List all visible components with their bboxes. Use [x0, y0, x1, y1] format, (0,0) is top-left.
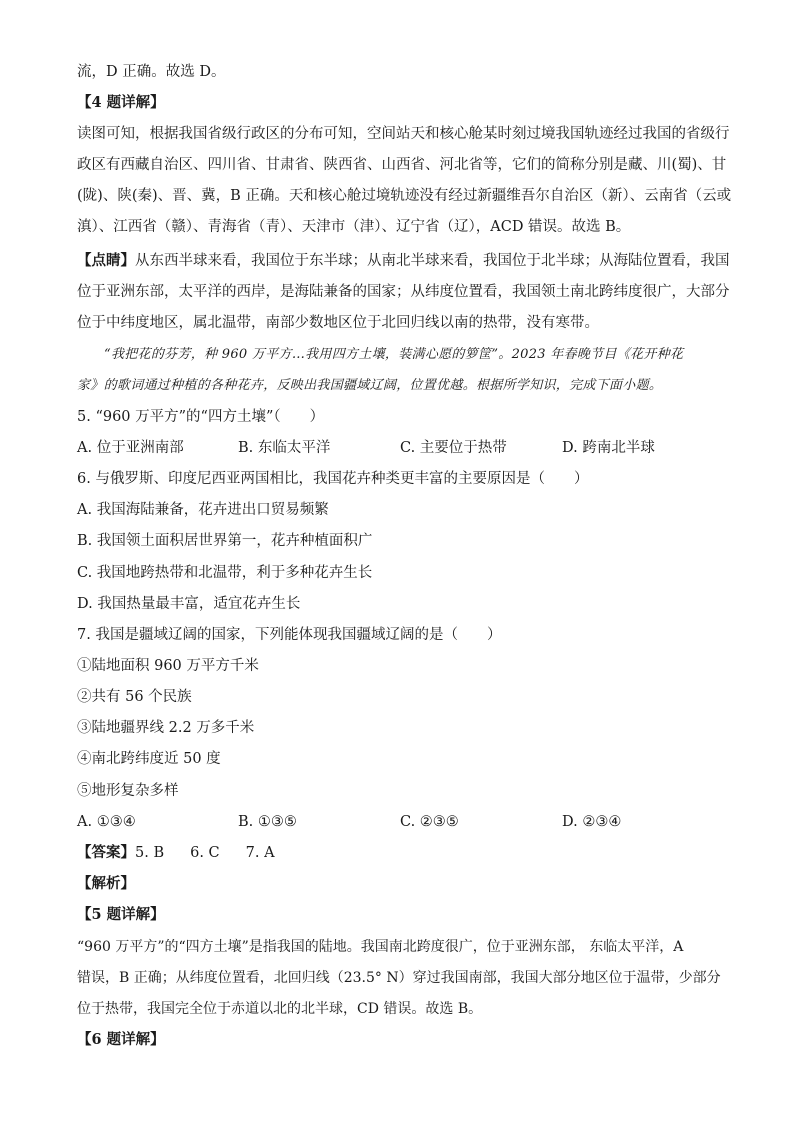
analysis-heading: 【解析】	[77, 875, 135, 892]
q5-option-b: B. 东临太平洋	[238, 440, 331, 456]
text-line: 政区有西藏自治区、四川省、甘肃省、陕西省、山西省、河北省等，它们的简称分别是藏、川(蜀)、甘	[77, 157, 727, 173]
answer-row	[77, 843, 275, 863]
tip-paragraph	[77, 251, 730, 271]
answer-5: 5. B	[135, 845, 165, 861]
passage-line: “我把花的芬芳，种 960 万平方…我用四方土壤，装满心愿的箩筐”。2023 年春晚节目《花开种花	[104, 347, 684, 362]
text-line: 读图可知，根据我国省级行政区的分布可知，空间站天和核心舱某时刻过境我国轨迹经过我国的省级行	[77, 126, 730, 142]
text-line: 流，D 正确。故选 D。	[77, 64, 226, 80]
q5-option-c: C. 主要位于热带	[400, 440, 507, 456]
q7-option-d: D. ②③④	[562, 814, 622, 830]
q7-item-2: ②共有 56 个民族	[77, 689, 192, 705]
answer-heading: 【答案】	[77, 844, 135, 861]
text-line: 位于中纬度地区，属北温带，南部少数地区位于北回归线以南的热带，没有寒带。	[77, 315, 599, 331]
q7-item-3: ③陆地疆界线 2.2 万多千米	[77, 720, 255, 736]
text-line: “960 万平方”的“四方土壤”是指我国的陆地。我国南北跨度很广，位于亚洲东部， 东临太平洋，A	[77, 939, 684, 955]
q7-option-b: B. ①③⑤	[238, 814, 297, 830]
q7-option-c: C. ②③⑤	[400, 814, 459, 830]
section-heading: 【5 题详解】	[77, 906, 165, 923]
text-line: 滇）、江西省（赣）、青海省（青）、天津市（津）、辽宁省（辽），ACD 错误。故选 B。	[77, 219, 631, 235]
text-line: 位于亚洲东部，太平洋的西岸，是海陆兼备的国家；从纬度位置看，我国领土南北跨纬度很广，大部分	[77, 284, 730, 300]
answer-7: 7. A	[245, 845, 275, 861]
section-heading: 【4 题详解】	[77, 94, 165, 111]
text-line: (陇)、陕(秦)、晋、冀，B 正确。天和核心舱过境轨迹没有经过新疆维吾尔自治区（新）、云南省（云或	[77, 188, 732, 204]
q6-option-c: C. 我国地跨热带和北温带，利于多种花卉生长	[77, 565, 373, 581]
tip-heading: 【点睛】	[77, 252, 135, 269]
answer-6: 6. C	[190, 845, 220, 861]
question-7: 7. 我国是疆域辽阔的国家，下列能体现我国疆域辽阔的是（ ）	[77, 627, 502, 643]
text-line: 位于热带，我国完全位于赤道以北的北半球，CD 错误。故选 B。	[77, 1001, 483, 1017]
q7-item-5: ⑤地形复杂多样	[77, 783, 179, 799]
question-6: 6. 与俄罗斯、印度尼西亚两国相比，我国花卉种类更丰富的主要原因是（ ）	[77, 471, 589, 487]
question-5: 5. “960 万平方”的“四方土壤”（ ）	[77, 409, 325, 425]
q6-option-a: A. 我国海陆兼备，花卉进出口贸易频繁	[77, 502, 329, 518]
q7-item-4: ④南北跨纬度近 50 度	[77, 751, 221, 767]
q6-option-d: D. 我国热量最丰富，适宜花卉生长	[77, 596, 301, 612]
q6-option-b: B. 我国领土面积居世界第一，花卉种植面积广	[77, 533, 373, 549]
text-line: 错误，B 正确；从纬度位置看，北回归线（23.5° N）穿过我国南部，我国大部分地区位于温带，少部分	[77, 970, 721, 986]
text-span: 从东西半球来看，我国位于东半球；从南北半球来看，我国位于北半球；从海陆位置看，我国	[135, 253, 730, 269]
section-heading: 【6 题详解】	[77, 1031, 165, 1048]
q5-option-d: D. 跨南北半球	[562, 440, 655, 456]
q7-item-1: ①陆地面积 960 万平方千米	[77, 658, 259, 674]
q7-option-a: A. ①③④	[77, 814, 136, 830]
passage-line: 家》的歌词通过种植的各种花卉，反映出我国疆域辽阔，位置优越。根据所学知识，完成下面小题。	[77, 378, 663, 393]
q5-option-a: A. 位于亚洲南部	[77, 440, 184, 456]
